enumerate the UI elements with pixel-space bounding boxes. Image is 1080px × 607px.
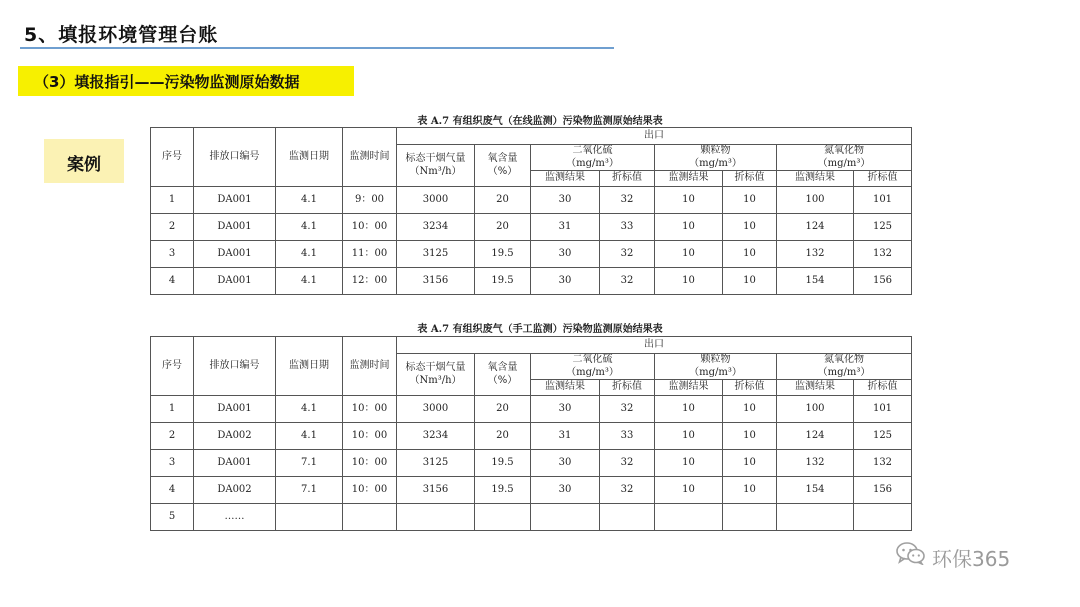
table-row bbox=[151, 241, 912, 268]
table-cell: 4.1 bbox=[276, 268, 343, 295]
header-seq: 序号 bbox=[151, 337, 194, 396]
table-cell: 3156 bbox=[397, 477, 475, 504]
table-cell: 100 bbox=[777, 396, 854, 423]
header-so2 bbox=[531, 354, 655, 380]
table-cell: DA001 bbox=[194, 396, 276, 423]
table-cell: DA002 bbox=[194, 423, 276, 450]
table-cell: 10 bbox=[655, 187, 723, 214]
table-cell: 10 bbox=[655, 477, 723, 504]
table-cell: DA001 bbox=[194, 187, 276, 214]
header-nox-unit: （mg/m³） bbox=[817, 157, 871, 169]
table-cell: 32 bbox=[600, 477, 655, 504]
header-so2-unit: （mg/m³） bbox=[566, 157, 619, 169]
table-cell: 10：00 bbox=[343, 423, 397, 450]
table-cell bbox=[276, 504, 343, 531]
table-cell: 10 bbox=[723, 477, 777, 504]
table-row bbox=[151, 423, 912, 450]
table-cell: 132 bbox=[854, 450, 912, 477]
table-cell: 10 bbox=[655, 423, 723, 450]
table-cell: 10：00 bbox=[343, 477, 397, 504]
table-cell: 2 bbox=[151, 214, 194, 241]
header-oxygen bbox=[475, 354, 531, 396]
table-cell: 19.5 bbox=[475, 268, 531, 295]
table-cell: 19.5 bbox=[475, 241, 531, 268]
table-cell bbox=[531, 504, 600, 531]
table-cell: 10 bbox=[723, 214, 777, 241]
header-pm-unit: （mg/m³） bbox=[689, 157, 742, 169]
table-cell: 4.1 bbox=[276, 423, 343, 450]
table-cell: 10：00 bbox=[343, 214, 397, 241]
table-cell bbox=[343, 504, 397, 531]
table-cell: 4.1 bbox=[276, 214, 343, 241]
watermark-text: 环保365 bbox=[932, 547, 1011, 571]
table-cell: 10 bbox=[723, 187, 777, 214]
header-outlet: 出口 bbox=[397, 128, 912, 145]
table-cell bbox=[600, 504, 655, 531]
header-so2 bbox=[531, 145, 655, 171]
table-cell: 132 bbox=[854, 241, 912, 268]
manual-monitoring-table bbox=[150, 336, 912, 531]
table-cell: 3125 bbox=[397, 241, 475, 268]
header-outlet: 出口 bbox=[397, 337, 912, 354]
table-cell: 7.1 bbox=[276, 450, 343, 477]
table-cell: 12：00 bbox=[343, 268, 397, 295]
title-divider bbox=[20, 47, 614, 49]
table-cell: 10 bbox=[655, 268, 723, 295]
header-pm-measured: 监测结果 bbox=[655, 171, 723, 187]
table-cell: 20 bbox=[475, 396, 531, 423]
table-cell: 10 bbox=[723, 396, 777, 423]
header-oxygen-unit: （%） bbox=[487, 374, 518, 386]
header-nox-unit: （mg/m³） bbox=[817, 366, 871, 378]
online-monitoring-table bbox=[150, 127, 912, 295]
header-outlet-id: 排放口编号 bbox=[194, 128, 276, 187]
table-cell: 1 bbox=[151, 187, 194, 214]
table-row bbox=[151, 504, 912, 531]
table-cell: 125 bbox=[854, 423, 912, 450]
table-cell: 30 bbox=[531, 450, 600, 477]
table-caption-manual: 表 A.7 有组织废气（手工监测）污染物监测原始结果表 bbox=[417, 324, 663, 335]
header-nox-label: 氮氧化物 bbox=[824, 145, 864, 156]
header-so2-unit: （mg/m³） bbox=[566, 366, 619, 378]
table-cell: 3234 bbox=[397, 214, 475, 241]
table-cell: 1 bbox=[151, 396, 194, 423]
table-cell: 9：00 bbox=[343, 187, 397, 214]
table-cell: DA001 bbox=[194, 268, 276, 295]
table-cell: 10：00 bbox=[343, 450, 397, 477]
table-cell: 10 bbox=[723, 423, 777, 450]
header-pm-converted: 折标值 bbox=[723, 171, 777, 187]
header-nox-measured: 监测结果 bbox=[777, 171, 854, 187]
header-so2-label: 二氧化硫 bbox=[572, 145, 613, 156]
header-pm bbox=[655, 354, 777, 380]
header-flow bbox=[397, 145, 475, 187]
table-cell: DA001 bbox=[194, 241, 276, 268]
table-cell: 33 bbox=[600, 423, 655, 450]
table-cell: 3000 bbox=[397, 396, 475, 423]
table-cell: 4 bbox=[151, 268, 194, 295]
header-nox-converted: 折标值 bbox=[854, 380, 912, 396]
table-cell: 125 bbox=[854, 214, 912, 241]
header-nox bbox=[777, 145, 912, 171]
table-cell: 4.1 bbox=[276, 241, 343, 268]
table-cell: 101 bbox=[854, 187, 912, 214]
header-pm-converted: 折标值 bbox=[723, 380, 777, 396]
online-table-body bbox=[151, 187, 912, 295]
table-cell: 3234 bbox=[397, 423, 475, 450]
table-cell: 10 bbox=[655, 214, 723, 241]
header-nox-label: 氮氧化物 bbox=[824, 354, 864, 365]
header-pm-label: 颗粒物 bbox=[700, 145, 731, 156]
table-cell: 11：00 bbox=[343, 241, 397, 268]
table-cell: 3 bbox=[151, 241, 194, 268]
table-row bbox=[151, 450, 912, 477]
case-label: 案例 bbox=[67, 155, 101, 175]
table-cell: 100 bbox=[777, 187, 854, 214]
table-cell: 30 bbox=[531, 268, 600, 295]
table-cell: 19.5 bbox=[475, 450, 531, 477]
table-cell: 4.1 bbox=[276, 187, 343, 214]
table-cell bbox=[397, 504, 475, 531]
table-cell bbox=[475, 504, 531, 531]
table-cell bbox=[777, 504, 854, 531]
header-so2-converted: 折标值 bbox=[600, 171, 655, 187]
table-cell: 154 bbox=[777, 268, 854, 295]
table-cell: 10 bbox=[723, 450, 777, 477]
table-cell: 20 bbox=[475, 423, 531, 450]
table-cell: 3156 bbox=[397, 268, 475, 295]
header-oxygen-label: 氧含量 bbox=[487, 362, 518, 373]
header-flow-label: 标态干烟气量 bbox=[405, 362, 466, 373]
table-cell bbox=[723, 504, 777, 531]
table-cell: 10：00 bbox=[343, 396, 397, 423]
table-cell: 32 bbox=[600, 187, 655, 214]
table-cell: …… bbox=[194, 504, 276, 531]
table-row bbox=[151, 214, 912, 241]
table-cell: 30 bbox=[531, 187, 600, 214]
table-cell: 7.1 bbox=[276, 477, 343, 504]
header-so2-label: 二氧化硫 bbox=[572, 354, 613, 365]
table-cell: 4.1 bbox=[276, 396, 343, 423]
table-cell: 20 bbox=[475, 187, 531, 214]
table-cell: 2 bbox=[151, 423, 194, 450]
table-row bbox=[151, 187, 912, 214]
table-cell: 32 bbox=[600, 450, 655, 477]
table-cell: 3125 bbox=[397, 450, 475, 477]
header-oxygen-unit: （%） bbox=[487, 165, 518, 177]
table-cell: 31 bbox=[531, 214, 600, 241]
table-cell: 3000 bbox=[397, 187, 475, 214]
header-so2-measured: 监测结果 bbox=[531, 171, 600, 187]
header-oxygen-label: 氧含量 bbox=[487, 153, 518, 164]
table-cell: 30 bbox=[531, 396, 600, 423]
header-nox-converted: 折标值 bbox=[854, 171, 912, 187]
table-cell: DA001 bbox=[194, 214, 276, 241]
header-date: 监测日期 bbox=[276, 128, 343, 187]
table-cell: 3 bbox=[151, 450, 194, 477]
table-cell: DA002 bbox=[194, 477, 276, 504]
table-cell: 20 bbox=[475, 214, 531, 241]
table-row bbox=[151, 477, 912, 504]
header-pm-unit: （mg/m³） bbox=[689, 366, 742, 378]
table-cell: 156 bbox=[854, 268, 912, 295]
table-cell: 132 bbox=[777, 241, 854, 268]
header-flow-label: 标态干烟气量 bbox=[405, 153, 466, 164]
header-so2-measured: 监测结果 bbox=[531, 380, 600, 396]
header-so2-converted: 折标值 bbox=[600, 380, 655, 396]
table-cell: 31 bbox=[531, 423, 600, 450]
table-cell: 10 bbox=[655, 241, 723, 268]
header-pm bbox=[655, 145, 777, 171]
header-oxygen bbox=[475, 145, 531, 187]
table-cell: 10 bbox=[723, 268, 777, 295]
section-subtitle: （3）填报指引——污染物监测原始数据 bbox=[34, 73, 300, 91]
header-time: 监测时间 bbox=[343, 128, 397, 187]
header-seq: 序号 bbox=[151, 128, 194, 187]
table-cell: 32 bbox=[600, 241, 655, 268]
table-cell: 5 bbox=[151, 504, 194, 531]
table-cell: 10 bbox=[655, 396, 723, 423]
table-cell: 101 bbox=[854, 396, 912, 423]
table-cell: 132 bbox=[777, 450, 854, 477]
wechat-icon bbox=[896, 541, 926, 565]
table-cell: 19.5 bbox=[475, 477, 531, 504]
table-cell: 156 bbox=[854, 477, 912, 504]
table-cell: 10 bbox=[655, 450, 723, 477]
header-outlet-id: 排放口编号 bbox=[194, 337, 276, 396]
header-flow-unit: （Nm³/h） bbox=[409, 165, 462, 177]
table-cell: 32 bbox=[600, 396, 655, 423]
header-date: 监测日期 bbox=[276, 337, 343, 396]
table-row bbox=[151, 396, 912, 423]
header-time: 监测时间 bbox=[343, 337, 397, 396]
table-cell bbox=[854, 504, 912, 531]
header-nox-measured: 监测结果 bbox=[777, 380, 854, 396]
table-row bbox=[151, 268, 912, 295]
header-pm-label: 颗粒物 bbox=[700, 354, 731, 365]
table-cell: 30 bbox=[531, 241, 600, 268]
header-nox bbox=[777, 354, 912, 380]
table-cell: 32 bbox=[600, 268, 655, 295]
table-cell: 124 bbox=[777, 423, 854, 450]
table-cell: 124 bbox=[777, 214, 854, 241]
table-cell: 33 bbox=[600, 214, 655, 241]
table-cell: 154 bbox=[777, 477, 854, 504]
slide-title: 5、填报环境管理台账 bbox=[24, 24, 219, 46]
header-flow-unit: （Nm³/h） bbox=[409, 374, 462, 386]
header-flow bbox=[397, 354, 475, 396]
table-cell: 4 bbox=[151, 477, 194, 504]
table-cell: DA001 bbox=[194, 450, 276, 477]
table-caption-online: 表 A.7 有组织废气（在线监测）污染物监测原始结果表 bbox=[417, 116, 663, 127]
manual-table-body bbox=[151, 396, 912, 531]
table-cell: 30 bbox=[531, 477, 600, 504]
table-cell bbox=[655, 504, 723, 531]
header-pm-measured: 监测结果 bbox=[655, 380, 723, 396]
table-cell: 10 bbox=[723, 241, 777, 268]
